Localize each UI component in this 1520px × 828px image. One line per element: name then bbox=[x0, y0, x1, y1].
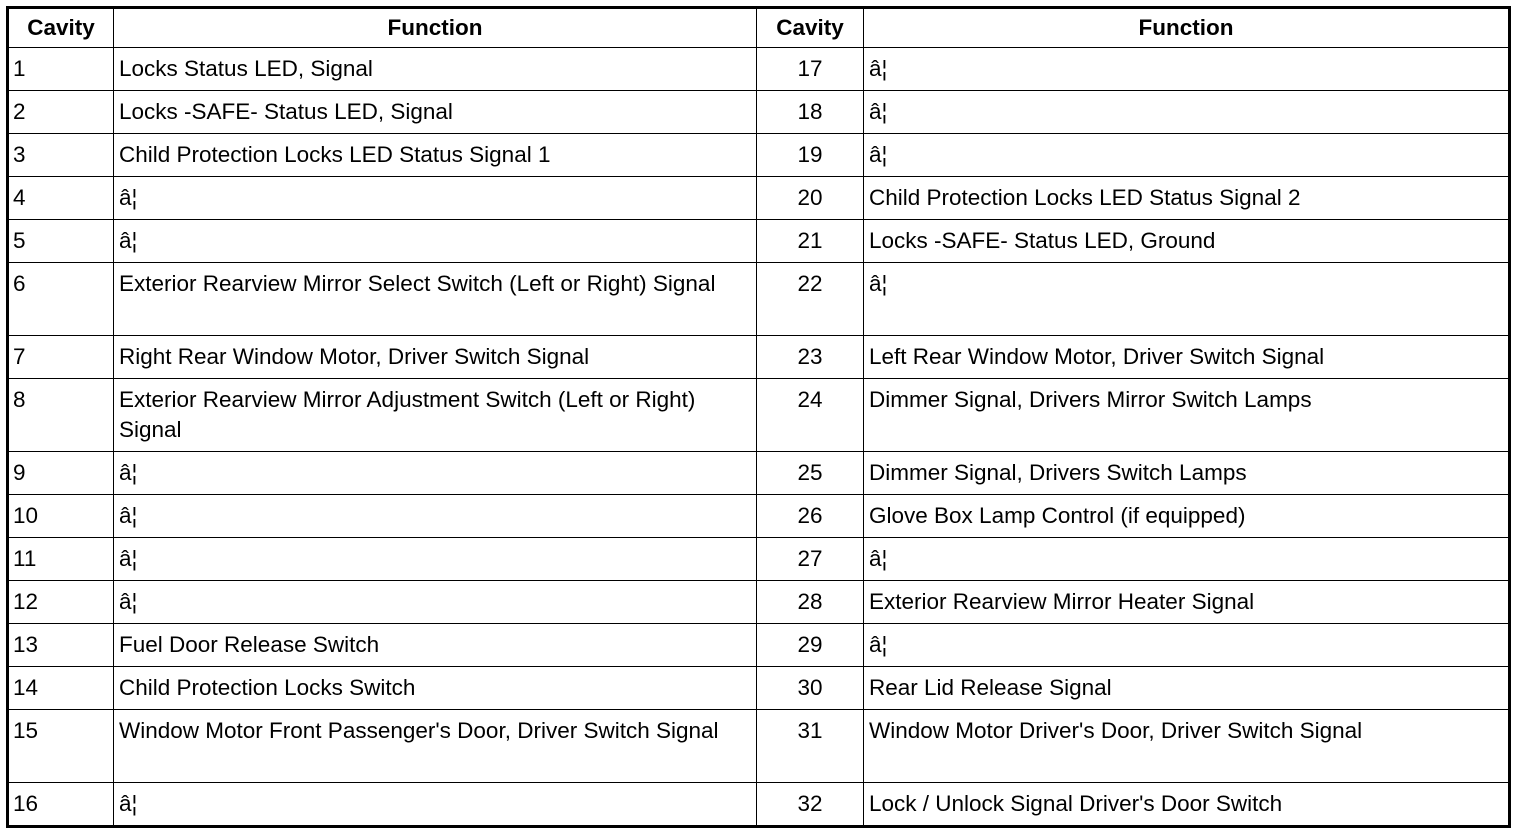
header-cavity-right: Cavity bbox=[757, 8, 864, 48]
function-right-cell: Locks -SAFE- Status LED, Ground bbox=[864, 220, 1510, 263]
table-row bbox=[8, 452, 1510, 495]
cavity-right-cell: 28 bbox=[757, 581, 864, 624]
function-left-cell: Right Rear Window Motor, Driver Switch Signal bbox=[114, 336, 757, 379]
table-row bbox=[8, 91, 1510, 134]
function-left-cell: Locks -SAFE- Status LED, Signal bbox=[114, 91, 757, 134]
cavity-left-cell: 13 bbox=[8, 624, 114, 667]
function-right-cell: Lock / Unlock Signal Driver's Door Switch bbox=[864, 783, 1510, 827]
function-right-cell: Window Motor Driver's Door, Driver Switch Signal bbox=[864, 710, 1510, 783]
function-right-cell: â¦ bbox=[864, 624, 1510, 667]
cavity-left-cell: 6 bbox=[8, 263, 114, 336]
function-left-cell: Fuel Door Release Switch bbox=[114, 624, 757, 667]
table-row bbox=[8, 336, 1510, 379]
cavity-right-cell: 19 bbox=[757, 134, 864, 177]
cavity-right-cell: 23 bbox=[757, 336, 864, 379]
cavity-left-cell: 2 bbox=[8, 91, 114, 134]
cavity-left-cell: 7 bbox=[8, 336, 114, 379]
function-right-cell: Left Rear Window Motor, Driver Switch Signal bbox=[864, 336, 1510, 379]
cavity-function-table bbox=[6, 6, 1511, 828]
table-row bbox=[8, 624, 1510, 667]
cavity-right-cell: 30 bbox=[757, 667, 864, 710]
cavity-right-cell: 24 bbox=[757, 379, 864, 452]
cavity-right-cell: 29 bbox=[757, 624, 864, 667]
cavity-right-cell: 26 bbox=[757, 495, 864, 538]
cavity-left-cell: 4 bbox=[8, 177, 114, 220]
table-body bbox=[8, 48, 1510, 827]
function-left-cell: â¦ bbox=[114, 783, 757, 827]
header-cavity-left: Cavity bbox=[8, 8, 114, 48]
cavity-left-cell: 3 bbox=[8, 134, 114, 177]
function-left-cell: â¦ bbox=[114, 581, 757, 624]
cavity-right-cell: 32 bbox=[757, 783, 864, 827]
function-left-cell: â¦ bbox=[114, 220, 757, 263]
function-right-cell: â¦ bbox=[864, 263, 1510, 336]
cavity-left-cell: 15 bbox=[8, 710, 114, 783]
function-left-cell: â¦ bbox=[114, 495, 757, 538]
cavity-right-cell: 25 bbox=[757, 452, 864, 495]
cavity-left-cell: 9 bbox=[8, 452, 114, 495]
function-right-cell: Dimmer Signal, Drivers Switch Lamps bbox=[864, 452, 1510, 495]
cavity-left-cell: 8 bbox=[8, 379, 114, 452]
cavity-left-cell: 1 bbox=[8, 48, 114, 91]
function-left-cell: Locks Status LED, Signal bbox=[114, 48, 757, 91]
table-row bbox=[8, 538, 1510, 581]
function-left-cell: Window Motor Front Passenger's Door, Driver Switch Signal bbox=[114, 710, 757, 783]
table-row bbox=[8, 379, 1510, 452]
cavity-left-cell: 5 bbox=[8, 220, 114, 263]
function-left-cell: Child Protection Locks LED Status Signal 1 bbox=[114, 134, 757, 177]
table-row bbox=[8, 667, 1510, 710]
header-function-left: Function bbox=[114, 8, 757, 48]
function-right-cell: Glove Box Lamp Control (if equipped) bbox=[864, 495, 1510, 538]
cavity-left-cell: 10 bbox=[8, 495, 114, 538]
cavity-right-cell: 31 bbox=[757, 710, 864, 783]
table-row bbox=[8, 710, 1510, 783]
function-left-cell: â¦ bbox=[114, 452, 757, 495]
header-function-right: Function bbox=[864, 8, 1510, 48]
function-right-cell: â¦ bbox=[864, 91, 1510, 134]
table-row bbox=[8, 495, 1510, 538]
table-row bbox=[8, 177, 1510, 220]
function-left-cell: Child Protection Locks Switch bbox=[114, 667, 757, 710]
table-row bbox=[8, 220, 1510, 263]
function-right-cell: Dimmer Signal, Drivers Mirror Switch Lamps bbox=[864, 379, 1510, 452]
cavity-left-cell: 14 bbox=[8, 667, 114, 710]
header-row bbox=[8, 8, 1510, 48]
function-right-cell: â¦ bbox=[864, 134, 1510, 177]
function-left-cell: â¦ bbox=[114, 538, 757, 581]
cavity-right-cell: 18 bbox=[757, 91, 864, 134]
function-left-cell: Exterior Rearview Mirror Select Switch (Left or Right) Signal bbox=[114, 263, 757, 336]
cavity-right-cell: 27 bbox=[757, 538, 864, 581]
table-row bbox=[8, 48, 1510, 91]
function-left-cell: Exterior Rearview Mirror Adjustment Switch (Left or Right) Signal bbox=[114, 379, 757, 452]
cavity-right-cell: 21 bbox=[757, 220, 864, 263]
function-right-cell: Rear Lid Release Signal bbox=[864, 667, 1510, 710]
table-row bbox=[8, 263, 1510, 336]
function-right-cell: Exterior Rearview Mirror Heater Signal bbox=[864, 581, 1510, 624]
cavity-right-cell: 22 bbox=[757, 263, 864, 336]
table-row bbox=[8, 134, 1510, 177]
table-row bbox=[8, 581, 1510, 624]
cavity-right-cell: 20 bbox=[757, 177, 864, 220]
function-right-cell: â¦ bbox=[864, 538, 1510, 581]
table-row bbox=[8, 783, 1510, 827]
function-right-cell: Child Protection Locks LED Status Signal 2 bbox=[864, 177, 1510, 220]
cavity-left-cell: 16 bbox=[8, 783, 114, 827]
cavity-left-cell: 11 bbox=[8, 538, 114, 581]
function-left-cell: â¦ bbox=[114, 177, 757, 220]
cavity-left-cell: 12 bbox=[8, 581, 114, 624]
function-right-cell: â¦ bbox=[864, 48, 1510, 91]
cavity-right-cell: 17 bbox=[757, 48, 864, 91]
